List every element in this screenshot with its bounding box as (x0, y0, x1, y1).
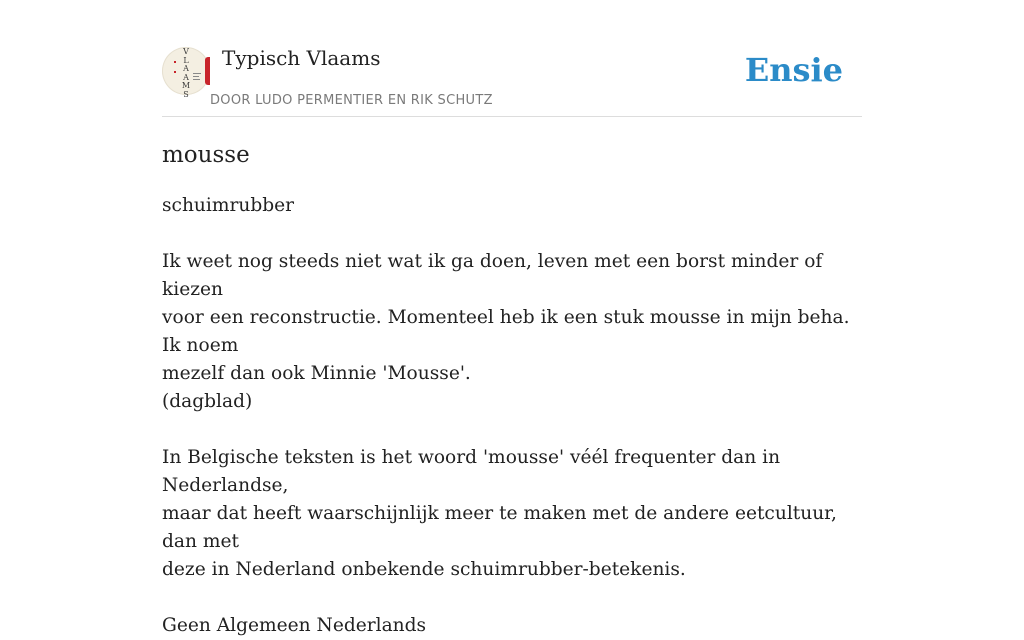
page-container (162, 0, 862, 636)
paragraph-gap (162, 584, 862, 612)
paragraph-gap (162, 416, 862, 444)
cover-dot (174, 61, 176, 63)
cover-letters (181, 48, 191, 100)
book-title[interactable]: Typisch Vlaams (222, 46, 381, 70)
cover-tick (193, 76, 199, 77)
quote-line: Ik weet nog steeds niet wat ik ga doen, leven met een borst minder of kiezen (162, 251, 823, 300)
note-line: deze in Nederland onbekende schuimrubber-betekenis. (162, 559, 686, 580)
entry-title: mousse (162, 142, 250, 168)
book-authors: DOOR LUDO PERMENTIER EN RIK SCHUTZ (210, 93, 493, 108)
cover-letter: L (183, 55, 189, 65)
cover-tick (193, 73, 201, 74)
cover-dot (174, 71, 176, 73)
cover-letter: A (183, 64, 189, 74)
cover-red-edge (205, 57, 210, 85)
cover-letter: A (183, 72, 189, 82)
cover-tick (193, 79, 200, 80)
ensie-logo-link[interactable]: Ensie (744, 51, 843, 89)
entry-definition: schuimrubber (162, 195, 295, 216)
cover-letter: V (183, 47, 189, 56)
cover-letter: S (183, 89, 189, 99)
entry-body (162, 192, 862, 640)
footer-partial-text: Geen Algemeen Nederlands (162, 615, 427, 636)
book-header (162, 0, 862, 117)
note-line: In Belgische teksten is het woord 'mousse' véél frequenter dan in Nederlandse, (162, 447, 781, 496)
paragraph-gap (162, 220, 862, 248)
quote-source: (dagblad) (162, 391, 253, 412)
quote-line: voor een reconstructie. Momenteel heb ik een stuk mousse in mijn beha. Ik noem (162, 307, 850, 356)
note-line: maar dat heeft waarschijnlijk meer te maken met de andere eetcultuur, dan met (162, 503, 837, 552)
book-cover-icon[interactable] (162, 47, 210, 99)
cover-letter: M (181, 81, 191, 91)
quote-line: mezelf dan ook Minnie 'Mousse'. (162, 363, 471, 384)
